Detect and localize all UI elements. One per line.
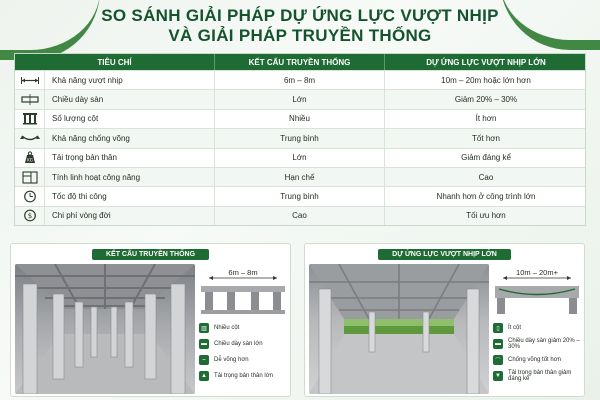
table-header (15, 54, 585, 70)
prestressed-span-label: 10m – 20m+ (516, 268, 558, 277)
prestressed-bullets (493, 320, 585, 384)
header-criteria: TIÊU CHÍ (15, 54, 215, 70)
columns-icon (15, 110, 45, 128)
criterion-label: Tính linh hoạt công năng (52, 172, 141, 182)
weight-icon: ▲ (199, 371, 209, 381)
prestressed-cell: Tốt hơn (472, 133, 500, 143)
title-line-2: VÀ GIẢI PHÁP TRUYỀN THỐNG (168, 26, 432, 45)
dollar-icon (15, 207, 45, 225)
list-item: ▬ Chiều dày sàn lớn (201, 341, 263, 347)
criterion-label: Số lượng cột (52, 114, 99, 124)
svg-text:KG: KG (26, 157, 33, 163)
svg-text:$: $ (27, 212, 32, 221)
table-row (15, 109, 585, 128)
deflection-icon: ⌣ (199, 355, 209, 365)
criterion-label: Tải trọng bản thân (52, 153, 117, 163)
prestressed-cell: 10m – 20m hoặc lớn hơn (441, 75, 531, 85)
criterion-cell (15, 207, 215, 225)
traditional-cell: 6m – 8m (215, 71, 385, 89)
weight-icon: ▼ (493, 371, 503, 381)
prestressed-structure-photo (309, 264, 489, 394)
traditional-cell: Hạn chế (215, 168, 385, 186)
deflection-icon: ⌒ (493, 355, 503, 365)
traditional-cell: Trung bình (215, 187, 385, 205)
traditional-span-label: 6m – 8m (228, 268, 258, 277)
prestressed-panel (304, 243, 585, 397)
traditional-span-diagram (197, 264, 289, 324)
columns-icon: ▥ (199, 323, 209, 333)
prestressed-cell: Tối ưu hơn (466, 211, 506, 221)
traditional-bullets (199, 320, 291, 384)
prestressed-cell: Giảm 20% – 30% (454, 95, 518, 105)
clock-icon (15, 187, 45, 205)
criterion-label: Chiều dày sàn (52, 95, 104, 105)
traditional-structure-photo (15, 264, 195, 394)
criterion-cell (15, 71, 215, 89)
title-line-1: SO SÁNH GIẢI PHÁP DỰ ỨNG LỰC VƯỢT NHỊP (101, 6, 499, 25)
criterion-cell (15, 149, 215, 167)
slab-thickness-icon: ▬ (201, 341, 207, 347)
criterion-label: Tốc độ thi công (52, 192, 107, 202)
table-row (15, 206, 585, 225)
criterion-cell (15, 129, 215, 147)
list-item: ▼ Tải trọng bản thân giảm đáng kể (493, 368, 585, 384)
traditional-cell: Trung bình (215, 129, 385, 147)
slab-thickness-icon: ▬ (495, 341, 501, 347)
weight-icon (15, 149, 45, 167)
criterion-cell (15, 187, 215, 205)
criterion-cell (15, 90, 215, 108)
prestressed-cell: Nhanh hơn ở công trình lớn (436, 192, 536, 202)
span-arrows-icon (15, 71, 45, 89)
traditional-cell: Nhiều (215, 110, 385, 128)
criterion-label: Chi phí vòng đời (52, 211, 111, 221)
list-item: ▲ Tải trọng bản thân lớn (199, 368, 291, 384)
criterion-label: Khả năng chống võng (52, 133, 130, 143)
prestressed-cell: Giảm đáng kể (461, 153, 511, 163)
deflection-icon (15, 129, 45, 147)
list-item: ▯ Ít cột (493, 320, 585, 336)
prestressed-cell: Cao (478, 172, 494, 182)
list-item: ▬ Chiều dày sàn giảm 20% – 30% (495, 338, 580, 350)
traditional-panel-heading: KẾT CẤU TRUYỀN THỐNG (92, 249, 209, 260)
prestressed-panel-heading: DỰ ỨNG LỰC VƯỢT NHỊP LỚN (378, 249, 511, 260)
criterion-cell (15, 168, 215, 186)
table-row (15, 128, 585, 147)
table-row (15, 167, 585, 186)
table-row (15, 70, 585, 89)
traditional-cell: Cao (215, 207, 385, 225)
traditional-panel (10, 243, 291, 397)
table-row (15, 148, 585, 167)
prestressed-span-diagram (491, 264, 583, 324)
list-item: ▥ Nhiều cột (199, 320, 291, 336)
criterion-label: Khả năng vượt nhịp (52, 75, 123, 85)
list-item: ⌒ Chống võng tốt hơn (494, 357, 561, 365)
traditional-cell: Lớn (215, 149, 385, 167)
layout-icon (15, 168, 45, 186)
columns-icon: ▯ (493, 323, 503, 333)
list-item: ⌣ Dễ võng hơn (199, 352, 291, 368)
prestressed-cell: Ít hơn (475, 114, 497, 124)
page-title (0, 6, 600, 46)
table-row (15, 186, 585, 205)
criterion-cell (15, 110, 215, 128)
table-row (15, 89, 585, 108)
header-traditional: KẾT CẤU TRUYỀN THỐNG (215, 54, 385, 70)
header-prestressed: DỰ ỨNG LỰC VƯỢT NHỊP LỚN (426, 57, 546, 67)
traditional-cell: Lớn (215, 90, 385, 108)
comparison-table (14, 53, 586, 226)
slab-thickness-icon (15, 90, 45, 108)
